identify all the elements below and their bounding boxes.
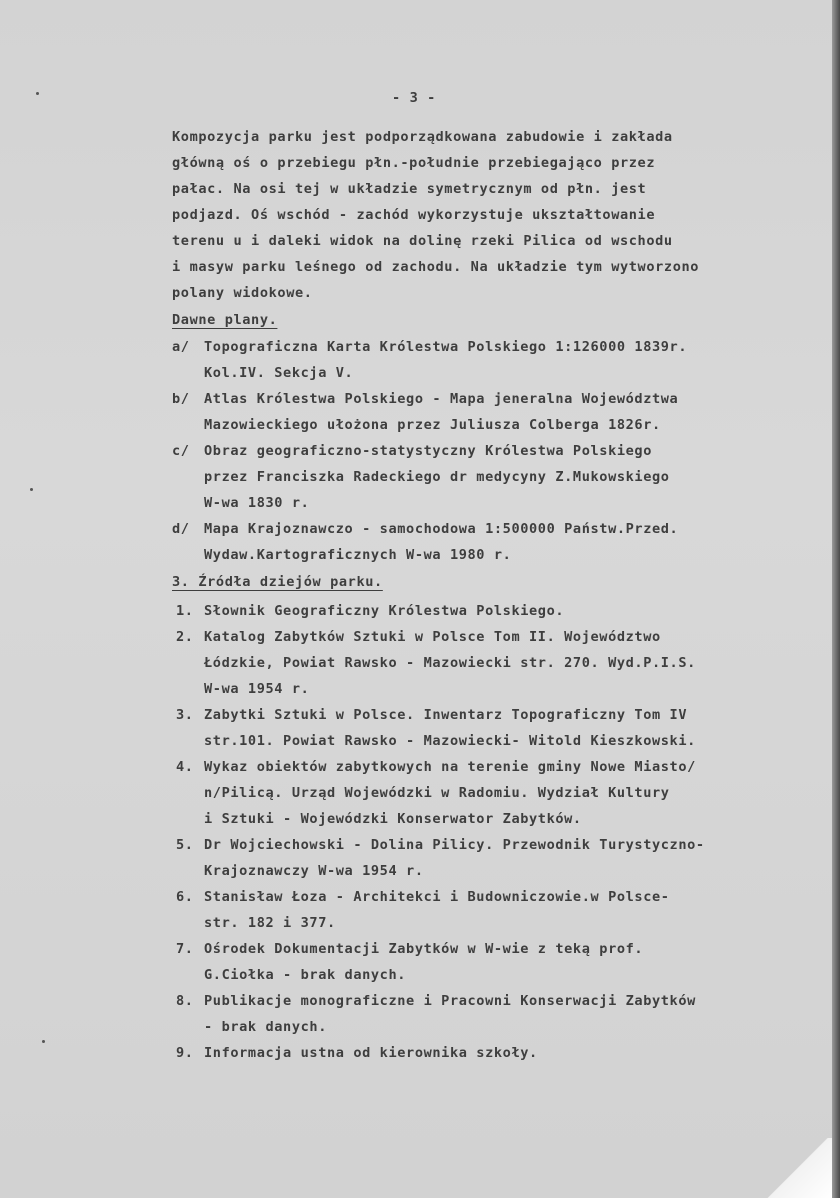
list-item-line: przez Franciszka Radeckiego dr medycyny Z.Mukowskiego: [204, 469, 670, 485]
list-item-line: Obraz geograficzno-statystyczny Królestwa Polskiego: [204, 443, 652, 459]
list-item-line: Łódzkie, Powiat Rawsko - Mazowiecki str. 270. Wyd.P.I.S.: [204, 655, 696, 671]
list-marker: 8.: [176, 993, 194, 1009]
list-marker: 5.: [176, 837, 194, 853]
plans-heading: Dawne plany.: [172, 312, 278, 328]
list-item-line: Wydaw.Kartograficznych W-wa 1980 r.: [204, 547, 512, 563]
list-item-line: Dr Wojciechowski - Dolina Pilicy. Przewodnik Turystyczno-: [204, 837, 705, 853]
list-item-line: Mazowieckiego ułożona przez Juliusza Colberga 1826r.: [204, 417, 661, 433]
list-item-line: W-wa 1954 r.: [204, 681, 310, 697]
intro-line: podjazd. Oś wschód - zachód wykorzystuje ukształtowanie: [172, 207, 656, 223]
list-item-line: Krajoznawczy W-wa 1954 r.: [204, 863, 424, 879]
list-marker: c/: [172, 443, 190, 459]
list-marker: 6.: [176, 889, 194, 905]
list-item-line: G.Ciołka - brak danych.: [204, 967, 407, 983]
list-item-line: Informacja ustna od kierownika szkoły.: [204, 1045, 538, 1061]
list-item-line: Ośrodek Dokumentacji Zabytków w W-wie z teką prof.: [204, 941, 644, 957]
list-marker: b/: [172, 391, 190, 407]
list-item-line: Kol.IV. Sekcja V.: [204, 365, 354, 381]
list-item-line: - brak danych.: [204, 1019, 327, 1035]
list-marker: d/: [172, 521, 190, 537]
page-corner-fold: [762, 1138, 832, 1198]
intro-line: polany widokowe.: [172, 285, 313, 301]
paper-speck: [36, 92, 39, 95]
list-item-line: Zabytki Sztuki w Polsce. Inwentarz Topograficzny Tom IV: [204, 707, 688, 723]
list-marker: 4.: [176, 759, 194, 775]
list-item-line: W-wa 1830 r.: [204, 495, 310, 511]
list-marker: 9.: [176, 1045, 194, 1061]
paper-speck: [42, 1040, 45, 1043]
list-item-line: Słownik Geograficzny Królestwa Polskiego.: [204, 603, 565, 619]
list-item-line: str.101. Powiat Rawsko - Mazowiecki- Witold Kieszkowski.: [204, 733, 696, 749]
list-item-line: Wykaz obiektów zabytkowych na terenie gminy Nowe Miasto/: [204, 759, 696, 775]
list-item-line: n/Pilicą. Urząd Wojewódzki w Radomiu. Wydział Kultury: [204, 785, 670, 801]
list-marker: 7.: [176, 941, 194, 957]
paper-speck: [30, 488, 33, 491]
list-item-line: Katalog Zabytków Sztuki w Polsce Tom II. Województwo: [204, 629, 661, 645]
intro-line: terenu u i daleki widok na dolinę rzeki Pilica od wschodu: [172, 233, 673, 249]
intro-line: pałac. Na osi tej w układzie symetrycznym od płn. jest: [172, 181, 647, 197]
intro-line: Kompozycja parku jest podporządkowana zabudowie i zakłada: [172, 129, 673, 145]
list-marker: 2.: [176, 629, 194, 645]
list-item-line: Topograficzna Karta Królestwa Polskiego 1:126000 1839r.: [204, 339, 688, 355]
list-item-line: Atlas Królestwa Polskiego - Mapa jeneralna Województwa: [204, 391, 679, 407]
list-marker: a/: [172, 339, 190, 355]
list-item-line: i Sztuki - Wojewódzki Konserwator Zabytków.: [204, 811, 582, 827]
list-marker: 1.: [176, 603, 194, 619]
list-item-line: str. 182 i 377.: [204, 915, 336, 931]
list-marker: 3.: [176, 707, 194, 723]
list-item-line: Publikacje monograficzne i Pracowni Konserwacji Zabytków: [204, 993, 696, 1009]
intro-line: główną oś o przebiegu płn.-południe przebiegająco przez: [172, 155, 656, 171]
list-item-line: Stanisław Łoza - Architekci i Budowniczowie.w Polsce-: [204, 889, 670, 905]
page-number: - 3 -: [392, 90, 436, 106]
sources-heading: 3. Źródła dziejów parku.: [172, 574, 383, 590]
list-item-line: Mapa Krajoznawczo - samochodowa 1:500000 Państw.Przed.: [204, 521, 679, 537]
intro-line: i masyw parku leśnego od zachodu. Na układzie tym wytworzono: [172, 259, 700, 275]
scan-edge-shadow: [832, 0, 840, 1198]
